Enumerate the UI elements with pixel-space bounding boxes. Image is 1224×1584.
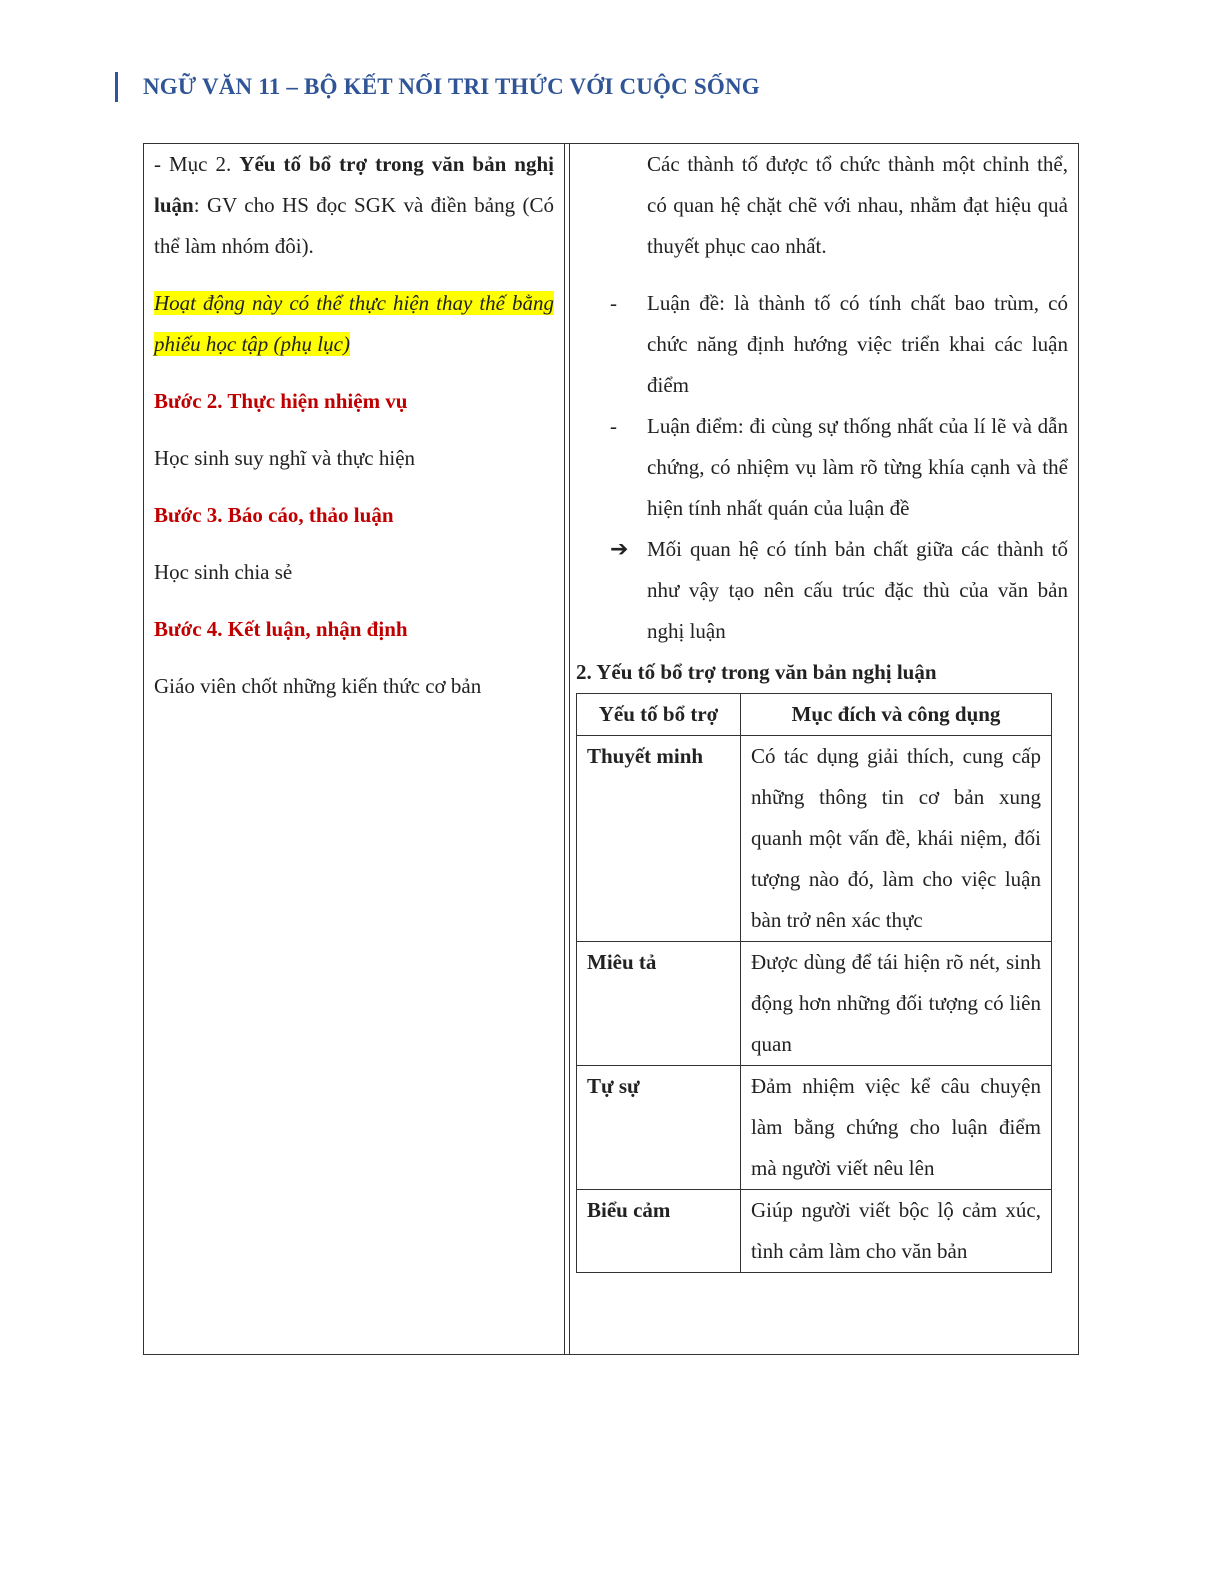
section-heading: 2. Yếu tố bổ trợ trong văn bản nghị luận bbox=[576, 660, 937, 684]
task-intro-bold: Yếu tố bổ trợ trong văn bản nghị luận bbox=[154, 152, 554, 217]
column-header: Mục đích và công dụng bbox=[741, 694, 1052, 736]
table-row bbox=[577, 942, 1052, 1066]
arrow-right-icon: ➔ bbox=[610, 537, 629, 562]
step-2-text: Học sinh suy nghĩ và thực hiện bbox=[154, 446, 416, 470]
element-description: Được dùng để tái hiện rõ nét, sinh động hơn những đối tượng có liên quan bbox=[741, 942, 1052, 1066]
lesson-table bbox=[143, 143, 1079, 1355]
table-row bbox=[577, 736, 1052, 942]
step-3-title: Bước 3. Báo cáo, thảo luận bbox=[154, 503, 394, 527]
table-row bbox=[577, 1066, 1052, 1190]
bullet-item: - Luận đề: là thành tố có tính chất bao trùm, có chức năng định hướng việc triển khai các luận điểm bbox=[576, 283, 1068, 406]
step-2-title: Bước 2. Thực hiện nhiệm vụ bbox=[154, 389, 408, 413]
element-description: Giúp người viết bộc lộ cảm xúc, tình cảm làm cho văn bản bbox=[741, 1190, 1052, 1273]
bullet-item: - Luận điểm: đi cùng sự thống nhất của lí lẽ và dẫn chứng, có nhiệm vụ làm rõ từng khía cạnh và thể hiện tính nhất quán của luận đề bbox=[576, 406, 1068, 529]
step-3-text: Học sinh chia sẻ bbox=[154, 560, 293, 584]
highlight-note: Hoạt động này có thể thực hiện thay thế bằng phiếu học tập (phụ lục) bbox=[154, 291, 554, 356]
step-4-title: Bước 4. Kết luận, nhận định bbox=[154, 617, 408, 641]
components-intro: Các thành tố được tổ chức thành một chỉnh thể, có quan hệ chặt chẽ với nhau, nhằm đạt hiệu quả thuyết phục cao nhất. bbox=[647, 152, 1068, 258]
column-header: Yếu tố bổ trợ bbox=[577, 694, 741, 736]
element-term: Tự sự bbox=[577, 1066, 741, 1190]
element-description: Có tác dụng giải thích, cung cấp những thông tin cơ bản xung quanh một vấn đề, khái niệm, đối tượng nào đó, làm cho việc luận bàn trở nên xác thực bbox=[741, 736, 1052, 942]
teacher-activity-column bbox=[154, 144, 554, 707]
step-4-text: Giáo viên chốt những kiến thức cơ bản bbox=[154, 674, 482, 698]
element-description: Đảm nhiệm việc kể câu chuyện làm bằng chứng cho luận điểm mà người viết nêu lên bbox=[741, 1066, 1052, 1190]
table-header-row bbox=[577, 694, 1052, 736]
dash-marker: - bbox=[610, 291, 617, 315]
header-accent-bar bbox=[115, 72, 118, 102]
page-header-title: NGỮ VĂN 11 – BỘ KẾT NỐI TRI THỨC VỚI CUỘC SỐNG bbox=[143, 74, 760, 99]
task-intro: - Mục 2. Yếu tố bổ trợ trong văn bản nghị luận: GV cho HS đọc SGK và điền bảng (Có thể làm nhóm đôi). bbox=[154, 152, 554, 258]
conclusion-item: ➔ Mối quan hệ có tính bản chất giữa các thành tố như vậy tạo nên cấu trúc đặc thù của văn bản nghị luận bbox=[576, 529, 1068, 652]
supporting-elements-table bbox=[576, 693, 1052, 1273]
element-term: Miêu tả bbox=[577, 942, 741, 1066]
column-divider bbox=[564, 144, 565, 1354]
table-row bbox=[577, 1190, 1052, 1273]
element-term: Thuyết minh bbox=[577, 736, 741, 942]
expected-outcome-column bbox=[576, 144, 1068, 1273]
element-term: Biểu cảm bbox=[577, 1190, 741, 1273]
column-divider bbox=[569, 144, 570, 1354]
dash-marker: - bbox=[610, 414, 617, 438]
